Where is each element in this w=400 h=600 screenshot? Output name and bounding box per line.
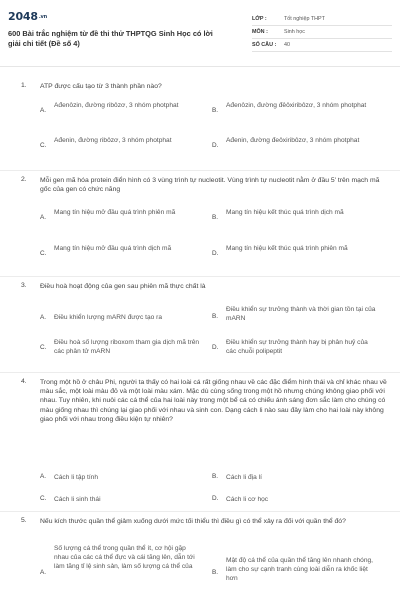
option-letter: D.	[212, 142, 219, 149]
logo-main: 2048	[8, 10, 38, 23]
option-letter: B.	[212, 214, 219, 221]
option-letter: A.	[40, 107, 47, 114]
option-text: Cách li địa lí	[226, 474, 262, 481]
question-text: ATP được cấu tạo từ 3 thành phần nào?	[40, 83, 162, 90]
option-text: Mang tín hiệu kết thúc quá trình dịch mã	[226, 209, 344, 216]
meta-row-subject	[252, 26, 392, 39]
question-5	[0, 515, 400, 600]
header-divider	[0, 66, 400, 67]
question-number: 4.	[21, 378, 27, 385]
option-letter: B.	[212, 107, 219, 114]
option-letter: D.	[212, 495, 219, 502]
meta-value: Sinh học	[284, 29, 305, 35]
question-number: 5.	[21, 517, 27, 524]
option-letter: A.	[40, 314, 47, 321]
option-text: Mang tín hiệu mở đầu quá trình phiên mã	[54, 209, 176, 216]
option-text: Ađenôzin, đường đêôxiribôzơ, 3 nhóm photphat	[226, 102, 367, 109]
option-text: Cách li sinh thái	[54, 496, 101, 503]
meta-value: Tốt nghiệp THPT	[284, 16, 325, 22]
option-text: Điều khiển lượng mARN được tạo ra	[54, 314, 162, 321]
question-number: 2.	[21, 176, 27, 183]
meta-key: SỐ CÂU :	[252, 42, 277, 48]
question-text: Điều hoà hoạt động của gen sau phiên mã thực chất là	[40, 283, 206, 290]
meta-key: MÔN :	[252, 29, 268, 35]
question-number: 1.	[21, 82, 27, 89]
option-text: Cách li cơ học	[226, 496, 269, 503]
question-divider	[0, 276, 400, 277]
option-text: Điều hoà số lượng riboxom tham gia dịch mã trên các phân tử mARN	[54, 339, 200, 355]
option-letter: B.	[212, 313, 219, 320]
option-letter: A.	[40, 473, 47, 480]
meta-key: LỚP :	[252, 16, 267, 22]
option-text: Điều khiển sự trưởng thành hay bị phân huỷ của các chuỗi polipeptit	[226, 339, 368, 355]
option-letter: A.	[40, 569, 47, 576]
document-header	[0, 0, 400, 66]
document-meta	[252, 13, 392, 52]
option-letter: C.	[40, 495, 47, 502]
question-divider	[0, 170, 400, 171]
option-text: Ađenin, đường đeôxiribôzơ, 3 nhóm photphat	[226, 137, 360, 144]
option-text: Mang tín hiệu kết thúc quá trình phiên mã	[226, 245, 348, 252]
option-letter: C.	[40, 142, 47, 149]
option-text: Số lượng cá thể trong quần thể ít, cơ hội gặp nhau của các cá thể đực và cái tăng lên, dẫn tới làm tăng tỉ lệ sinh sản, làm số lượng cá thể của	[54, 545, 195, 570]
option-letter: B.	[212, 473, 219, 480]
option-letter: A.	[40, 214, 47, 221]
option-text: Điều khiển sự trưởng thành và thời gian tồn tại của mARN	[226, 306, 376, 322]
option-text: Cách li tập tính	[54, 474, 98, 481]
question-divider	[0, 511, 400, 512]
option-text: Ađenôzin, đường ribôzơ, 3 nhóm photphat	[54, 102, 179, 109]
site-logo[interactable]	[8, 10, 47, 23]
option-text: Mang tín hiệu mở đầu quá trình dịch mã	[54, 245, 172, 252]
option-letter: C.	[40, 344, 47, 351]
meta-row-count	[252, 39, 392, 52]
option-text: Mật độ cá thể của quần thể tăng lên nhanh chóng, làm cho sự cạnh tranh cùng loài diễn ra khốc liệt hơn	[226, 557, 374, 582]
option-letter: D.	[212, 344, 219, 351]
logo-suffix: .vn	[38, 14, 47, 20]
meta-value: 40	[284, 42, 290, 48]
meta-row-class	[252, 13, 392, 26]
question-text: Mỗi gen mã hóa protein điển hình có 3 vùng trình tự nucleotit. Vùng trình tự nucleotit nằm ở đầu 5' trên mạch mã gốc của gen có chức năng	[40, 177, 380, 194]
option-letter: B.	[212, 569, 219, 576]
option-text: Ađenin, đường ribôzơ, 3 nhóm photphat	[54, 137, 172, 144]
question-text: Nếu kích thước quần thể giảm xuống dưới mức tối thiểu thì điều gì có thể xảy ra đối với quần thể đó?	[40, 518, 346, 525]
question-divider	[0, 372, 400, 373]
option-letter: C.	[40, 250, 47, 257]
question-number: 3.	[21, 282, 27, 289]
option-letter: D.	[212, 250, 219, 257]
document-title: 600 Bài trắc nghiệm từ đề thi thử THPTQG Sinh Học có lời giải chi tiết (Đề số 4)	[8, 29, 213, 48]
question-text: Trong một hồ ở châu Phi, người ta thấy có hai loài cá rất giống nhau về các đặc điểm hình thái và chỉ khác nhau về màu sắc, một loài màu đỏ và một loài màu xám. Mặc dù cùng sống trong một hồ nhưng chúng không giao phối với nhau. Tuy nhiên, khi nuôi các cá thể của hai loài này trong một bể cá có chiếu ánh sáng đơn sắc làm cho chúng có màu giống nhau thì chúng lại giao phối với nhau và sinh con. Dạng cách li nào sau đây làm cho hai loài này không giao phối với nhau trong điều kiện tự nhiên?	[40, 379, 387, 423]
